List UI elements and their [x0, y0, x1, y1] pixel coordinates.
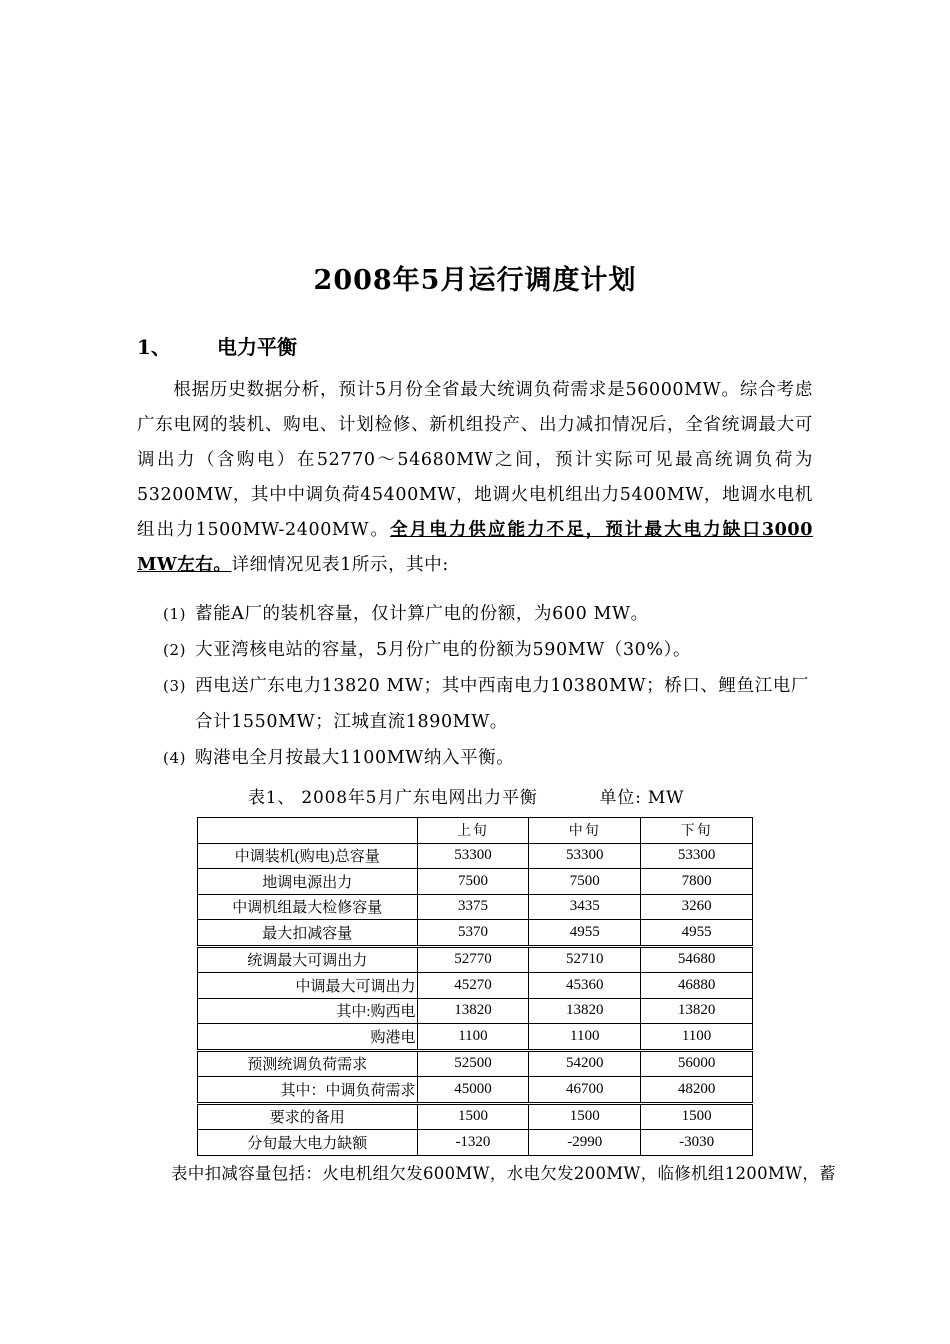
table-row	[198, 1103, 753, 1130]
table-cell: 1500	[417, 1103, 529, 1130]
table-cell: 54200	[529, 1050, 641, 1077]
paragraph-highlight: 全月电力供应能力不足，预计最大电力缺口3000 MW左右。	[137, 520, 813, 575]
note-text: 购港电全月按最大1100MW纳入平衡。	[195, 748, 515, 768]
table-cell: 45000	[417, 1077, 529, 1104]
list-item	[163, 632, 813, 668]
table-cell: 13820	[641, 998, 753, 1024]
footer-text: 表中扣减容量包括：火电机组欠发600MW，水电欠发200MW，临修机组1200MW，蓄	[171, 1164, 836, 1183]
table-cell: 3435	[529, 894, 641, 920]
table-cell: 53300	[529, 843, 641, 869]
section-heading	[137, 331, 297, 360]
row-label: 统调最大可调出力	[198, 946, 418, 973]
table-row	[198, 1130, 753, 1156]
table-cell: 7800	[641, 869, 753, 895]
list-item	[163, 740, 813, 776]
table-cell: 4955	[529, 920, 641, 947]
table-cell: 3375	[417, 894, 529, 920]
table-cell: 52710	[529, 946, 641, 973]
power-balance-table	[197, 817, 753, 1156]
paragraph-text-after: 详细情况见表1所示，其中:	[231, 555, 449, 575]
table-row	[198, 843, 753, 869]
table-cell: 46880	[641, 973, 753, 999]
note-text: 大亚湾核电站的容量，5月份广电的份额为590MW（30%）。	[195, 640, 692, 660]
table-cell: -3030	[641, 1130, 753, 1156]
table-row	[198, 1050, 753, 1077]
table-header-cell: 下旬	[641, 818, 753, 844]
table-cell: 45360	[529, 973, 641, 999]
table-row	[198, 920, 753, 947]
row-label: 中调机组最大检修容量	[198, 894, 418, 920]
table-row	[198, 1024, 753, 1051]
table-cell: 52770	[417, 946, 529, 973]
body-paragraph	[137, 373, 813, 583]
table-cell: 56000	[641, 1050, 753, 1077]
table-row	[198, 1077, 753, 1104]
list-item	[163, 668, 813, 740]
table-cell: 46700	[529, 1077, 641, 1104]
row-label: 地调电源出力	[198, 869, 418, 895]
row-label: 中调最大可调出力	[198, 973, 418, 999]
note-number: (2)	[163, 641, 187, 659]
table-cell: 1500	[641, 1103, 753, 1130]
table-cell: 7500	[417, 869, 529, 895]
row-label: 其中:购西电	[198, 998, 418, 1024]
table-row	[198, 946, 753, 973]
table-cell: 45270	[417, 973, 529, 999]
note-number: (1)	[163, 605, 187, 623]
table-cell: 1100	[417, 1024, 529, 1051]
notes-list	[163, 596, 813, 776]
row-label: 中调装机(购电)总容量	[198, 843, 418, 869]
table-header-cell	[198, 818, 418, 844]
table-cell: 5370	[417, 920, 529, 947]
table-caption	[248, 783, 684, 808]
note-number: (3)	[163, 677, 187, 695]
table-header-cell: 上旬	[417, 818, 529, 844]
note-text: 蓄能A厂的装机容量，仅计算广电的份额，为600 MW。	[195, 604, 649, 624]
table-cell: -2990	[529, 1130, 641, 1156]
table-unit: 单位: MW	[599, 788, 685, 808]
table-header-row	[198, 818, 753, 844]
table-cell: 7500	[529, 869, 641, 895]
paragraph-text: 根据历史数据分析，预计5月份全省最大统调负荷需求是56000MW。综合考虑广东电网的装机、购电、计划检修、新机组投产、出力减扣情况后，全省统调最大可调出力（含购电）在52770～54680MW之间，预计实际可见最高统调负荷为53200MW，其中中调负荷45400MW，地调火电机组出力5400MW，地调水电机组出力1500MW-2400MW。	[137, 380, 813, 540]
note-number: (4)	[163, 749, 187, 767]
page-title: 2008年5月运行调度计划	[313, 265, 637, 296]
row-label: 要求的备用	[198, 1103, 418, 1130]
table-cell: 53300	[641, 843, 753, 869]
table-cell: 13820	[417, 998, 529, 1024]
section-title: 电力平衡	[217, 335, 297, 359]
list-item	[163, 596, 813, 632]
table-cell: 1100	[529, 1024, 641, 1051]
table-caption-label: 表1、 2008年5月广东电网出力平衡	[248, 788, 538, 808]
table-cell: 4955	[641, 920, 753, 947]
table-cell: 13820	[529, 998, 641, 1024]
row-label: 购港电	[198, 1024, 418, 1051]
table-row	[198, 998, 753, 1024]
row-label: 最大扣减容量	[198, 920, 418, 947]
table-row	[198, 973, 753, 999]
table-cell: 54680	[641, 946, 753, 973]
table-cell: 3260	[641, 894, 753, 920]
table-cell: 48200	[641, 1077, 753, 1104]
row-label: 分旬最大电力缺额	[198, 1130, 418, 1156]
table-cell: 1100	[641, 1024, 753, 1051]
row-label: 其中：中调负荷需求	[198, 1077, 418, 1104]
table-cell: 1500	[529, 1103, 641, 1130]
table-cell: 53300	[417, 843, 529, 869]
table-cell: 52500	[417, 1050, 529, 1077]
note-text: 西电送广东电力13820 MW；其中西南电力10380MW；桥口、鲤鱼江电厂合计1550MW；江城直流1890MW。	[195, 676, 810, 732]
table-cell: -1320	[417, 1130, 529, 1156]
table-header-cell: 中旬	[529, 818, 641, 844]
row-label: 预测统调负荷需求	[198, 1050, 418, 1077]
section-number: 1、	[137, 335, 171, 359]
table-row	[198, 894, 753, 920]
table-row	[198, 869, 753, 895]
